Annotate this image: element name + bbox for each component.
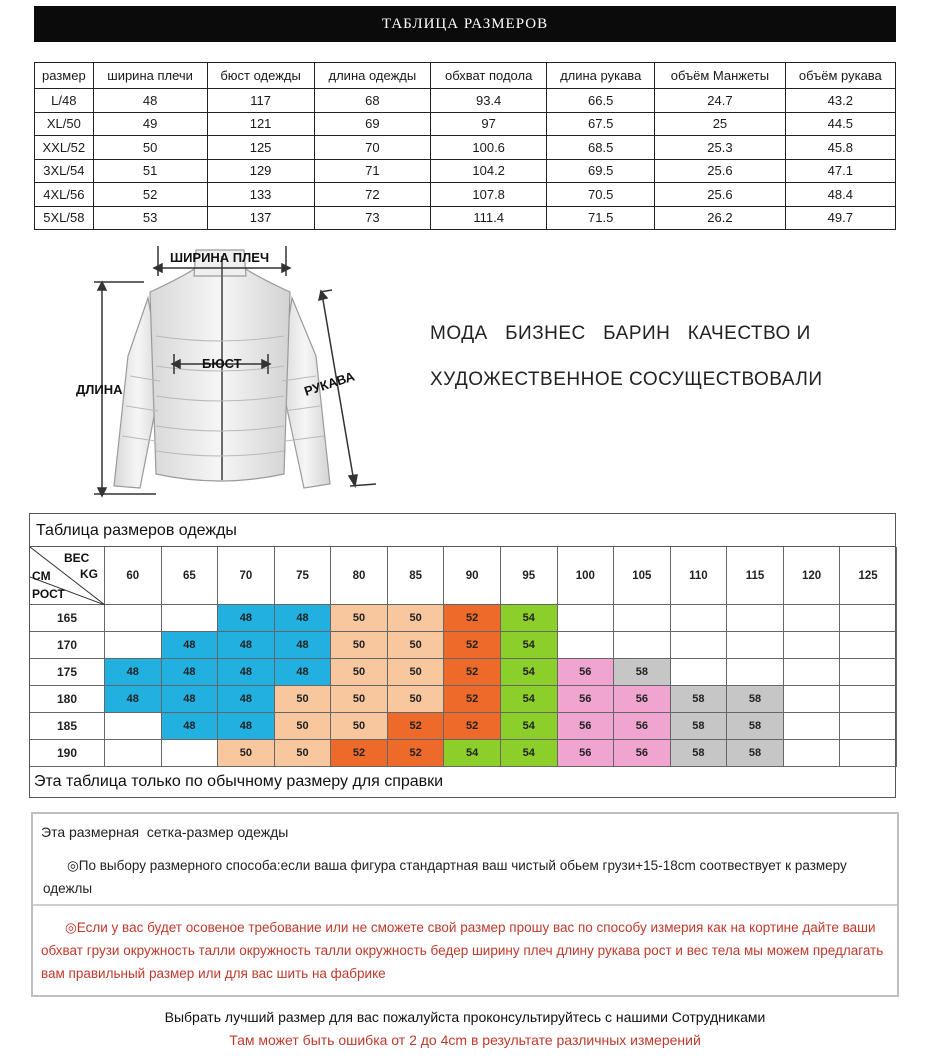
weight-header-cell: 70 bbox=[218, 547, 275, 605]
size-table-cell: 25.6 bbox=[655, 183, 785, 207]
notes-section-standard bbox=[33, 814, 897, 906]
size-table-cell: 129 bbox=[207, 159, 314, 183]
height-row-label: 165 bbox=[30, 605, 105, 632]
size-table-cell: 69 bbox=[314, 112, 431, 136]
size-table-cell: 133 bbox=[207, 183, 314, 207]
size-table-cell: 71 bbox=[314, 159, 431, 183]
size-table-cell: 111.4 bbox=[431, 206, 547, 230]
size-table-cell: 43.2 bbox=[785, 89, 895, 113]
corner-height: РОСТ bbox=[32, 587, 65, 601]
table-row bbox=[35, 89, 896, 113]
weight-header-cell: 105 bbox=[614, 547, 671, 605]
size-recommendation-cell: 50 bbox=[388, 632, 445, 659]
size-recommendation-cell: 52 bbox=[444, 713, 501, 740]
size-recommendation-cell: 56 bbox=[558, 740, 615, 767]
weight-header-cell: 120 bbox=[784, 547, 841, 605]
size-table-cell: 52 bbox=[93, 183, 207, 207]
size-recommendation-cell: 56 bbox=[558, 659, 615, 686]
size-recommendation-cell: 54 bbox=[444, 740, 501, 767]
weight-header-cell: 125 bbox=[840, 547, 897, 605]
slogan-line-1: МОДА БИЗНЕС БАРИН КАЧЕСТВО И bbox=[430, 323, 811, 344]
size-recommendation-cell bbox=[840, 605, 897, 632]
size-table-cell: 100.6 bbox=[431, 136, 547, 160]
size-recommendation-cell: 48 bbox=[218, 632, 275, 659]
table-row bbox=[35, 159, 896, 183]
size-recommendation-cell bbox=[840, 632, 897, 659]
size-table-header-cell: длина одежды bbox=[314, 63, 431, 89]
size-recommendation-cell bbox=[784, 605, 841, 632]
notes-paragraph-standard: ◎По выбору размерного способа:если ваша фигура стандартная ваш чистый обьем грузи+15-18cm соотвествует к размеру одежлы bbox=[43, 858, 847, 896]
size-table-cell: 70.5 bbox=[547, 183, 655, 207]
size-recommendation-cell bbox=[558, 632, 615, 659]
size-recommendation-cell: 56 bbox=[558, 686, 615, 713]
size-table-cell: 47.1 bbox=[785, 159, 895, 183]
hw-grid bbox=[30, 547, 895, 767]
notes-paragraph-custom: ◎Если у вас будет осовеное требование или не сможете свой размер прошу вас по способу измерия как на кортине дайте ваши обхват грузи окружность талли окружность талли окружность бедер ширину плеч длину рукава рост и вес тела мы можем предлагать вам правильный размер или для вас шить на фабрике bbox=[41, 920, 884, 981]
size-recommendation-cell: 50 bbox=[218, 740, 275, 767]
size-recommendation-cell: 50 bbox=[331, 659, 388, 686]
size-recommendation-cell bbox=[614, 605, 671, 632]
size-table-header-cell: длина рукава bbox=[547, 63, 655, 89]
size-recommendation-cell: 50 bbox=[275, 713, 332, 740]
size-recommendation-cell: 54 bbox=[501, 686, 558, 713]
weight-header-cell: 60 bbox=[105, 547, 162, 605]
size-recommendation-cell: 52 bbox=[444, 605, 501, 632]
notes-box bbox=[31, 812, 899, 997]
table-row bbox=[35, 183, 896, 207]
size-recommendation-cell: 58 bbox=[727, 740, 784, 767]
size-table-cell: 51 bbox=[93, 159, 207, 183]
size-recommendation-cell: 56 bbox=[614, 740, 671, 767]
size-table-cell: 104.2 bbox=[431, 159, 547, 183]
size-table-cell: 107.8 bbox=[431, 183, 547, 207]
weight-header-cell: 80 bbox=[331, 547, 388, 605]
size-recommendation-cell: 54 bbox=[501, 740, 558, 767]
size-recommendation-cell: 48 bbox=[218, 713, 275, 740]
size-table-cell: 117 bbox=[207, 89, 314, 113]
corner-cm: CM bbox=[32, 569, 51, 583]
size-table-cell: 53 bbox=[93, 206, 207, 230]
size-recommendation-cell: 56 bbox=[558, 713, 615, 740]
size-recommendation-cell: 50 bbox=[275, 686, 332, 713]
size-recommendation-cell: 48 bbox=[105, 686, 162, 713]
label-sleeve: РУКАВА bbox=[302, 368, 357, 399]
weight-header-cell: 95 bbox=[501, 547, 558, 605]
size-recommendation-cell: 48 bbox=[218, 686, 275, 713]
size-recommendation-cell: 48 bbox=[275, 632, 332, 659]
size-table-cell: 69.5 bbox=[547, 159, 655, 183]
size-table bbox=[34, 62, 896, 230]
jacket-diagram bbox=[70, 236, 400, 504]
size-recommendation-cell: 58 bbox=[671, 686, 728, 713]
size-recommendation-cell bbox=[784, 632, 841, 659]
size-recommendation-cell: 56 bbox=[614, 713, 671, 740]
size-table-cell: 26.2 bbox=[655, 206, 785, 230]
size-recommendation-cell: 50 bbox=[331, 632, 388, 659]
size-recommendation-cell bbox=[784, 740, 841, 767]
size-table-cell: 48.4 bbox=[785, 183, 895, 207]
weight-header-cell: 90 bbox=[444, 547, 501, 605]
height-row-label: 180 bbox=[30, 686, 105, 713]
size-recommendation-cell bbox=[162, 740, 219, 767]
size-recommendation-cell: 52 bbox=[444, 686, 501, 713]
size-recommendation-cell: 50 bbox=[331, 686, 388, 713]
size-table-cell: 66.5 bbox=[547, 89, 655, 113]
slogan-line-2: ХУДОЖЕСТВЕННОЕ СОСУЩЕСТВОВАЛИ bbox=[430, 369, 823, 390]
size-table-cell: 68.5 bbox=[547, 136, 655, 160]
size-table-cell: 71.5 bbox=[547, 206, 655, 230]
notes-title: Эта размерная сетка-размер одежды bbox=[41, 824, 289, 840]
size-recommendation-cell: 48 bbox=[162, 713, 219, 740]
weight-header-cell: 75 bbox=[275, 547, 332, 605]
size-table-cell: 49.7 bbox=[785, 206, 895, 230]
size-table-cell: 50 bbox=[93, 136, 207, 160]
size-table-header-row bbox=[35, 63, 896, 89]
size-recommendation-cell: 52 bbox=[444, 659, 501, 686]
size-recommendation-cell bbox=[727, 605, 784, 632]
size-recommendation-cell bbox=[840, 740, 897, 767]
size-recommendation-cell bbox=[840, 713, 897, 740]
size-recommendation-cell: 50 bbox=[388, 659, 445, 686]
size-table-header-cell: обхват подола bbox=[431, 63, 547, 89]
hw-table-title: Таблица размеров одежды bbox=[30, 514, 895, 547]
size-table-cell: L/48 bbox=[35, 89, 94, 113]
size-recommendation-cell bbox=[162, 605, 219, 632]
size-recommendation-cell: 58 bbox=[671, 740, 728, 767]
banner-title: ТАБЛИЦА РАЗМЕРОВ bbox=[381, 15, 549, 32]
size-table-cell: 125 bbox=[207, 136, 314, 160]
weight-header-cell: 85 bbox=[388, 547, 445, 605]
hw-corner-cell bbox=[30, 547, 105, 605]
size-table-cell: 67.5 bbox=[547, 112, 655, 136]
size-table-cell: 44.5 bbox=[785, 112, 895, 136]
size-recommendation-cell: 50 bbox=[331, 605, 388, 632]
label-length: ДЛИНА bbox=[76, 382, 123, 397]
size-table-header-cell: бюст одежды bbox=[207, 63, 314, 89]
size-recommendation-cell: 58 bbox=[727, 713, 784, 740]
size-recommendation-cell: 50 bbox=[275, 740, 332, 767]
size-recommendation-cell: 50 bbox=[331, 713, 388, 740]
size-table-cell: 48 bbox=[93, 89, 207, 113]
size-table-cell: XL/50 bbox=[35, 112, 94, 136]
size-table-cell: 73 bbox=[314, 206, 431, 230]
size-recommendation-cell: 48 bbox=[162, 659, 219, 686]
size-recommendation-cell bbox=[840, 686, 897, 713]
size-table-cell: XXL/52 bbox=[35, 136, 94, 160]
size-recommendation-cell: 58 bbox=[727, 686, 784, 713]
label-bust: БЮСТ bbox=[202, 356, 242, 371]
size-recommendation-cell bbox=[558, 605, 615, 632]
jacket-illustration bbox=[70, 236, 400, 504]
size-recommendation-cell bbox=[727, 659, 784, 686]
size-recommendation-cell: 52 bbox=[331, 740, 388, 767]
size-table-cell: 3XL/54 bbox=[35, 159, 94, 183]
size-table-cell: 137 bbox=[207, 206, 314, 230]
size-recommendation-cell bbox=[671, 632, 728, 659]
size-recommendation-cell bbox=[671, 659, 728, 686]
size-recommendation-cell: 56 bbox=[614, 686, 671, 713]
size-table-cell: 45.8 bbox=[785, 136, 895, 160]
label-shoulder: ШИРИНА ПЛЕЧ bbox=[170, 250, 270, 265]
size-recommendation-cell: 58 bbox=[671, 713, 728, 740]
size-table-header-cell: ширина плечи bbox=[93, 63, 207, 89]
size-table-cell: 49 bbox=[93, 112, 207, 136]
size-recommendation-cell: 50 bbox=[388, 605, 445, 632]
weight-header-cell: 65 bbox=[162, 547, 219, 605]
size-recommendation-cell bbox=[671, 605, 728, 632]
corner-kg: KG bbox=[80, 567, 98, 581]
size-table-cell: 97 bbox=[431, 112, 547, 136]
size-recommendation-cell: 48 bbox=[218, 659, 275, 686]
size-recommendation-cell: 54 bbox=[501, 632, 558, 659]
size-table-cell: 25 bbox=[655, 112, 785, 136]
header-banner bbox=[34, 6, 896, 42]
footer-consult-text: Выбрать лучший размер для вас пожалуйста проконсультируйтесь с нашими Сотрудниками bbox=[164, 1009, 766, 1025]
size-recommendation-cell: 48 bbox=[162, 686, 219, 713]
size-recommendation-cell: 52 bbox=[388, 740, 445, 767]
height-row-label: 185 bbox=[30, 713, 105, 740]
hw-table-footer: Эта таблица только по обычному размеру для справки bbox=[34, 773, 444, 790]
size-recommendation-cell: 48 bbox=[105, 659, 162, 686]
corner-weight: ВЕС bbox=[64, 551, 90, 565]
size-recommendation-cell: 50 bbox=[388, 686, 445, 713]
size-table-cell: 25.3 bbox=[655, 136, 785, 160]
size-table-cell: 121 bbox=[207, 112, 314, 136]
size-recommendation-cell: 52 bbox=[388, 713, 445, 740]
size-recommendation-cell: 48 bbox=[275, 659, 332, 686]
height-row-label: 190 bbox=[30, 740, 105, 767]
size-recommendation-cell: 48 bbox=[218, 605, 275, 632]
table-row bbox=[35, 136, 896, 160]
size-recommendation-cell: 52 bbox=[444, 632, 501, 659]
height-row-label: 175 bbox=[30, 659, 105, 686]
weight-header-cell: 110 bbox=[671, 547, 728, 605]
size-table-cell: 72 bbox=[314, 183, 431, 207]
size-table-cell: 70 bbox=[314, 136, 431, 160]
size-recommendation-cell: 48 bbox=[162, 632, 219, 659]
size-recommendation-cell bbox=[105, 632, 162, 659]
size-table-header-cell: размер bbox=[35, 63, 94, 89]
size-table-cell: 93.4 bbox=[431, 89, 547, 113]
size-recommendation-cell bbox=[727, 632, 784, 659]
size-recommendation-cell: 54 bbox=[501, 659, 558, 686]
size-recommendation-cell bbox=[614, 632, 671, 659]
size-recommendation-cell: 58 bbox=[614, 659, 671, 686]
size-table-cell: 5XL/58 bbox=[35, 206, 94, 230]
size-recommendation-cell: 48 bbox=[275, 605, 332, 632]
size-table-header-cell: объём рукава bbox=[785, 63, 895, 89]
size-recommendation-cell bbox=[784, 659, 841, 686]
weight-header-cell: 115 bbox=[727, 547, 784, 605]
table-row bbox=[35, 206, 896, 230]
weight-header-cell: 100 bbox=[558, 547, 615, 605]
size-recommendation-cell: 54 bbox=[501, 713, 558, 740]
height-row-label: 170 bbox=[30, 632, 105, 659]
size-table-cell: 68 bbox=[314, 89, 431, 113]
table-row bbox=[35, 112, 896, 136]
size-recommendation-cell bbox=[105, 605, 162, 632]
height-weight-table bbox=[29, 513, 896, 798]
size-table-cell: 25.6 bbox=[655, 159, 785, 183]
size-table-cell: 24.7 bbox=[655, 89, 785, 113]
footer-error-note: Там может быть ошибка от 2 до 4cm в результате различных измерений bbox=[229, 1032, 701, 1048]
size-recommendation-cell bbox=[105, 740, 162, 767]
size-recommendation-cell bbox=[840, 659, 897, 686]
size-table-header-cell: объём Манжеты bbox=[655, 63, 785, 89]
size-table-cell: 4XL/56 bbox=[35, 183, 94, 207]
size-recommendation-cell bbox=[105, 713, 162, 740]
size-recommendation-cell bbox=[784, 686, 841, 713]
size-recommendation-cell: 54 bbox=[501, 605, 558, 632]
size-recommendation-cell bbox=[784, 713, 841, 740]
